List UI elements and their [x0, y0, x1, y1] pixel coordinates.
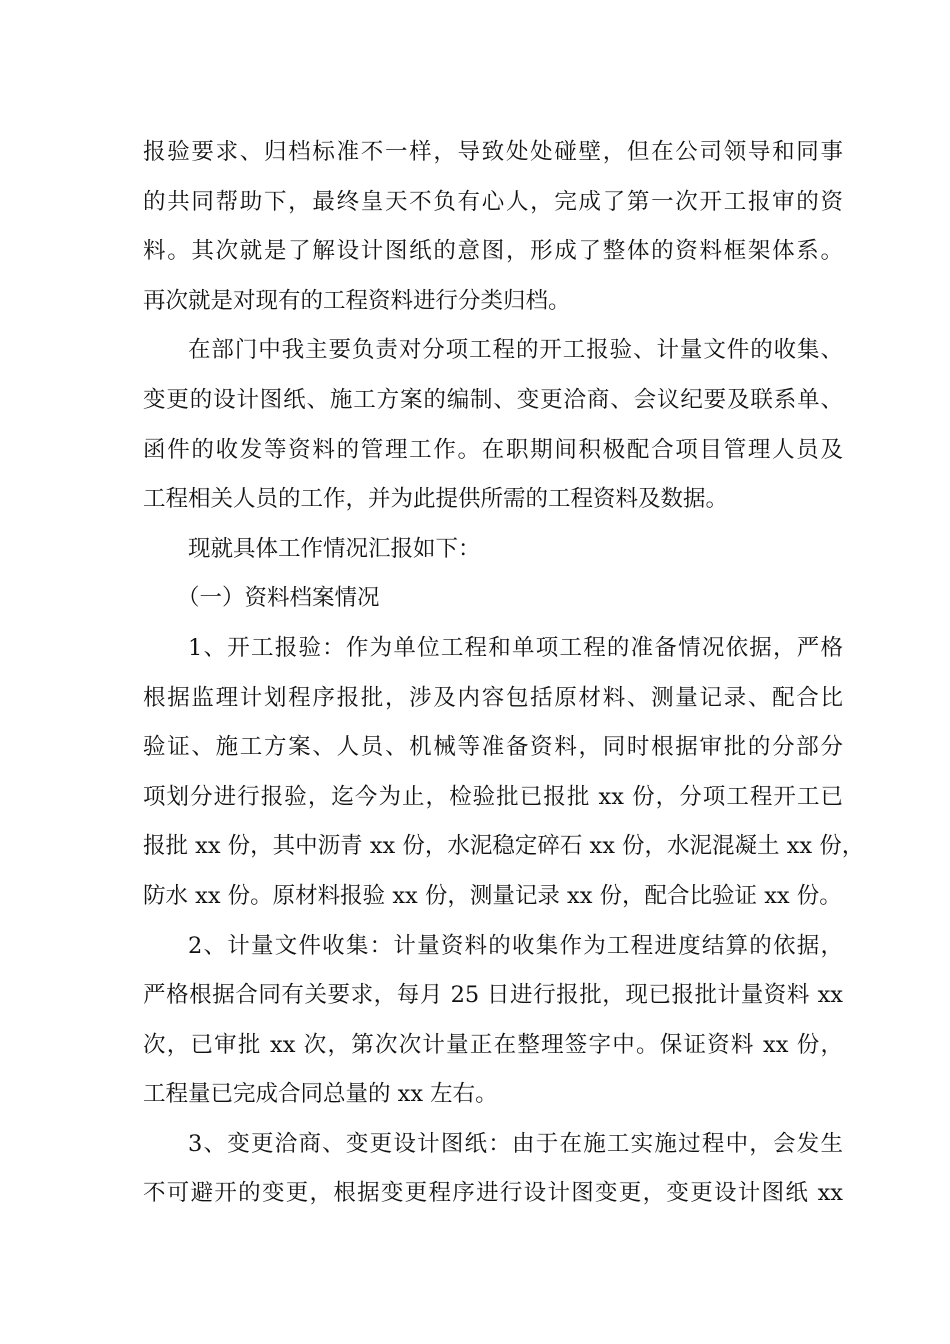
paragraph-line: 1、开工报验：作为单位工程和单项工程的准备情况依据，严格 [188, 634, 843, 661]
paragraph-line: 函件的收发等资料的管理工作。在职期间积极配合项目管理人员及 [143, 436, 843, 463]
paragraph-line: 变更的设计图纸、施工方案的编制、变更洽商、会议纪要及联系单、 [143, 386, 843, 413]
paragraph-line: 工程量已完成合同总量的 xx 左右。 [143, 1081, 498, 1108]
paragraph-line: 根据监理计划程序报批，涉及内容包括原材料、测量记录、配合比 [143, 684, 843, 711]
paragraph-line: 不可避开的变更，根据变更程序进行设计图变更，变更设计图纸 xx [143, 1180, 843, 1207]
paragraph-line: 工程相关人员的工作，并为此提供所需的工程资料及数据。 [143, 486, 729, 513]
document-body [143, 128, 865, 1219]
paragraph-line: 项划分进行报验，迄今为止，检验批已报批 xx 份，分项工程开工已 [143, 783, 843, 810]
paragraph-line: 2、计量文件收集：计量资料的收集作为工程进度结算的依据， [188, 932, 843, 959]
paragraph-line: 次，已审批 xx 次，第次次计量正在整理签字中。保证资料 xx 份， [143, 1031, 843, 1058]
paragraph-line: 严格根据合同有关要求，每月 25 日进行报批，现已报批计量资料 xx [143, 982, 843, 1009]
paragraph-line: 验证、施工方案、人员、机械等准备资料，同时根据审批的分部分 [143, 734, 843, 761]
paragraph-line: 报验要求、归档标准不一样，导致处处碰壁，但在公司领导和同事 [143, 139, 843, 165]
section-heading: （一）资料档案情况 [177, 585, 380, 612]
paragraph-line: 再次就是对现有的工程资料进行分类归档。 [143, 287, 571, 314]
paragraph-line: 在部门中我主要负责对分项工程的开工报验、计量文件的收集、 [188, 337, 843, 364]
paragraph-line: 防水 xx 份。原材料报验 xx 份，测量记录 xx 份，配合比验证 xx 份。 [143, 882, 842, 909]
paragraph-line: 料。其次就是了解设计图纸的意图，形成了整体的资料框架体系。 [143, 238, 843, 265]
paragraph-line: 的共同帮助下，最终皇天不负有心人，完成了第一次开工报审的资 [143, 188, 843, 215]
paragraph-line: 报批 xx 份，其中沥青 xx 份，水泥稳定碎石 xx 份，水泥混凝土 xx 份， [143, 833, 865, 860]
paragraph-line: 现就具体工作情况汇报如下： [188, 535, 481, 562]
paragraph-line: 3、变更洽商、变更设计图纸：由于在施工实施过程中，会发生 [188, 1130, 843, 1157]
